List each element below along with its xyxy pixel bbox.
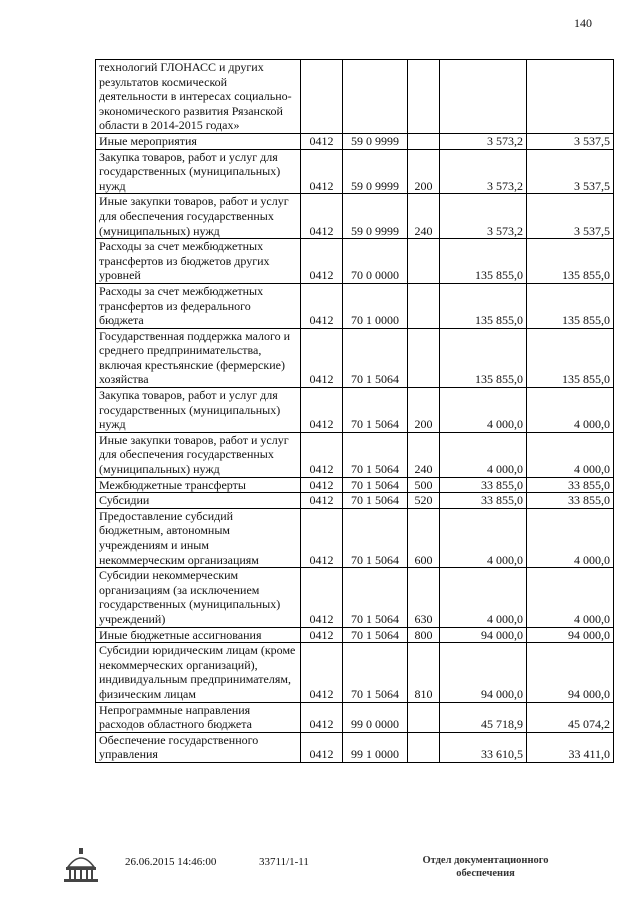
- table-row: [96, 568, 614, 627]
- cell-amount-executed: 4 000,0: [527, 568, 614, 627]
- cell-name: Иные закупки товаров, работ и услуг для обеспечения государственных (муниципальных) нужд: [96, 194, 301, 239]
- table-row: [96, 388, 614, 433]
- budget-table-body: [96, 60, 614, 763]
- cell-section: 0412: [301, 702, 343, 732]
- cell-amount-2015: 3 573,2: [440, 133, 527, 149]
- cell-amount-2015: [440, 60, 527, 134]
- cell-amount-2015: 135 855,0: [440, 328, 527, 387]
- cell-target-article: 99 0 0000: [343, 702, 408, 732]
- cell-section: 0412: [301, 239, 343, 284]
- cell-name: Иные мероприятия: [96, 133, 301, 149]
- table-row: [96, 732, 614, 762]
- budget-table: [95, 59, 614, 763]
- cell-target-article: 59 0 9999: [343, 133, 408, 149]
- cell-amount-executed: 4 000,0: [527, 508, 614, 567]
- cell-amount-executed: 33 411,0: [527, 732, 614, 762]
- table-row: [96, 643, 614, 702]
- cell-expense-type: 240: [408, 432, 440, 477]
- cell-name: Межбюджетные трансферты: [96, 477, 301, 493]
- cell-target-article: 70 1 5064: [343, 508, 408, 567]
- cell-section: 0412: [301, 627, 343, 643]
- cell-target-article: 70 1 5064: [343, 432, 408, 477]
- cell-target-article: 70 0 0000: [343, 239, 408, 284]
- table-row: [96, 239, 614, 284]
- cell-expense-type: 200: [408, 388, 440, 433]
- cell-name: технологий ГЛОНАСС и других результатов космической деятельности в интересах социально-экономического развития Рязанской области в 2014-2015 годах»: [96, 60, 301, 134]
- cell-amount-2015: 33 855,0: [440, 477, 527, 493]
- cell-target-article: 70 1 5064: [343, 568, 408, 627]
- table-row: [96, 328, 614, 387]
- cell-section: 0412: [301, 493, 343, 509]
- cell-section: 0412: [301, 328, 343, 387]
- cell-name: Расходы за счет межбюджетных трансфертов из федерального бюджета: [96, 283, 301, 328]
- cell-target-article: 59 0 9999: [343, 194, 408, 239]
- cell-amount-2015: 33 610,5: [440, 732, 527, 762]
- cell-expense-type: [408, 239, 440, 284]
- cell-amount-executed: 33 855,0: [527, 477, 614, 493]
- cell-amount-2015: 33 855,0: [440, 493, 527, 509]
- cell-amount-2015: 4 000,0: [440, 388, 527, 433]
- page-number: 140: [574, 16, 592, 30]
- cell-amount-executed: 94 000,0: [527, 627, 614, 643]
- cell-section: 0412: [301, 643, 343, 702]
- cell-amount-executed: [527, 60, 614, 134]
- cell-target-article: 99 1 0000: [343, 732, 408, 762]
- cell-name: Обеспечение государственного управления: [96, 732, 301, 762]
- footer-department-line2: обеспечения: [456, 868, 515, 879]
- cell-target-article: 70 1 5064: [343, 477, 408, 493]
- cell-amount-2015: 4 000,0: [440, 568, 527, 627]
- cell-expense-type: 520: [408, 493, 440, 509]
- cell-target-article: [343, 60, 408, 134]
- cell-target-article: 70 1 5064: [343, 328, 408, 387]
- table-row: [96, 432, 614, 477]
- cell-target-article: 70 1 5064: [343, 388, 408, 433]
- footer-department-line1: Отдел документационного: [422, 855, 549, 866]
- cell-target-article: 59 0 9999: [343, 149, 408, 194]
- footer-doc-number: 33711/1-11: [259, 856, 309, 868]
- cell-section: 0412: [301, 283, 343, 328]
- cell-section: 0412: [301, 149, 343, 194]
- cell-target-article: 70 1 0000: [343, 283, 408, 328]
- cell-amount-2015: 3 573,2: [440, 194, 527, 239]
- cell-expense-type: 200: [408, 149, 440, 194]
- cell-amount-executed: 3 537,5: [527, 194, 614, 239]
- cell-amount-executed: 4 000,0: [527, 388, 614, 433]
- cell-amount-2015: 4 000,0: [440, 432, 527, 477]
- cell-amount-executed: 135 855,0: [527, 283, 614, 328]
- table-row: [96, 194, 614, 239]
- cell-section: 0412: [301, 568, 343, 627]
- cell-amount-executed: 4 000,0: [527, 432, 614, 477]
- cell-name: Непрограммные направления расходов областного бюджета: [96, 702, 301, 732]
- cell-name: Иные закупки товаров, работ и услуг для обеспечения государственных (муниципальных) нужд: [96, 432, 301, 477]
- table-row: [96, 702, 614, 732]
- footer-datetime: 26.06.2015 14:46:00: [125, 856, 217, 868]
- cell-target-article: 70 1 5064: [343, 627, 408, 643]
- cell-expense-type: 630: [408, 568, 440, 627]
- cell-expense-type: 810: [408, 643, 440, 702]
- cell-name: Государственная поддержка малого и среднего предпринимательства, включая крестьянские (фермерские) хозяйства: [96, 328, 301, 387]
- cell-expense-type: 240: [408, 194, 440, 239]
- footer-department: [408, 854, 563, 880]
- cell-expense-type: 600: [408, 508, 440, 567]
- cell-expense-type: [408, 133, 440, 149]
- cell-amount-executed: 3 537,5: [527, 133, 614, 149]
- cell-name: Субсидии некоммерческим организациям (за исключением государственных (муниципальных) учреждений): [96, 568, 301, 627]
- cell-amount-2015: 94 000,0: [440, 627, 527, 643]
- cell-amount-2015: 135 855,0: [440, 239, 527, 284]
- table-row: [96, 508, 614, 567]
- cell-amount-2015: 4 000,0: [440, 508, 527, 567]
- cell-target-article: 70 1 5064: [343, 643, 408, 702]
- parliament-emblem-icon: [62, 845, 100, 885]
- cell-section: [301, 60, 343, 134]
- cell-expense-type: [408, 702, 440, 732]
- cell-name: Расходы за счет межбюджетных трансфертов из бюджетов других уровней: [96, 239, 301, 284]
- cell-amount-2015: 94 000,0: [440, 643, 527, 702]
- cell-section: 0412: [301, 388, 343, 433]
- cell-name: Закупка товаров, работ и услуг для государственных (муниципальных) нужд: [96, 388, 301, 433]
- cell-amount-executed: 135 855,0: [527, 328, 614, 387]
- table-row: [96, 149, 614, 194]
- cell-name: Субсидии: [96, 493, 301, 509]
- cell-name: Предоставление субсидий бюджетным, автономным учреждениям и иным некоммерческим организациям: [96, 508, 301, 567]
- table-row: [96, 60, 614, 134]
- cell-amount-executed: 135 855,0: [527, 239, 614, 284]
- cell-expense-type: [408, 60, 440, 134]
- cell-amount-executed: 45 074,2: [527, 702, 614, 732]
- cell-section: 0412: [301, 732, 343, 762]
- cell-section: 0412: [301, 194, 343, 239]
- table-row: [96, 477, 614, 493]
- cell-section: 0412: [301, 133, 343, 149]
- cell-expense-type: [408, 283, 440, 328]
- cell-expense-type: 800: [408, 627, 440, 643]
- table-row: [96, 493, 614, 509]
- cell-amount-2015: 135 855,0: [440, 283, 527, 328]
- cell-expense-type: [408, 328, 440, 387]
- cell-amount-2015: 45 718,9: [440, 702, 527, 732]
- cell-amount-2015: 3 573,2: [440, 149, 527, 194]
- cell-name: Иные бюджетные ассигнования: [96, 627, 301, 643]
- cell-expense-type: 500: [408, 477, 440, 493]
- cell-amount-executed: 33 855,0: [527, 493, 614, 509]
- cell-section: 0412: [301, 508, 343, 567]
- table-row: [96, 133, 614, 149]
- table-row: [96, 627, 614, 643]
- cell-section: 0412: [301, 432, 343, 477]
- cell-section: 0412: [301, 477, 343, 493]
- cell-target-article: 70 1 5064: [343, 493, 408, 509]
- cell-name: Субсидии юридическим лицам (кроме некоммерческих организаций), индивидуальным предпринимателям, физическим лицам: [96, 643, 301, 702]
- cell-amount-executed: 3 537,5: [527, 149, 614, 194]
- cell-name: Закупка товаров, работ и услуг для государственных (муниципальных) нужд: [96, 149, 301, 194]
- cell-amount-executed: 94 000,0: [527, 643, 614, 702]
- cell-expense-type: [408, 732, 440, 762]
- table-row: [96, 283, 614, 328]
